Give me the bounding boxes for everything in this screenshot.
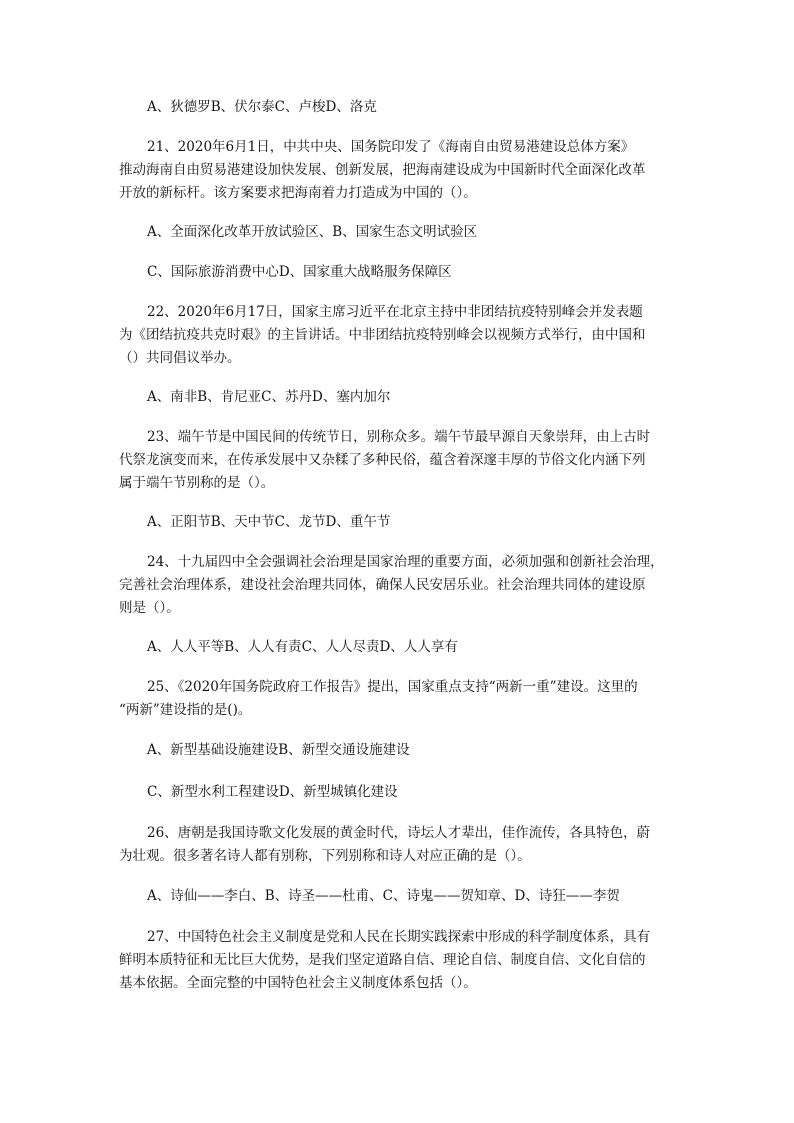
text-line: A、新型基础设施建设B、新型交通设施建设	[147, 742, 410, 758]
text-line: 25、《2020年国务院政府工作报告》提出，国家重点支持“两新一重”建设。这里的	[147, 679, 638, 695]
text-line: 则是（）。	[119, 600, 180, 616]
text-line: 开放的新标杆。该方案要求把海南着力打造成为中国的（）。	[119, 185, 477, 201]
question-24	[119, 551, 679, 620]
text-line: A、人人平等B、人人有责C、人人尽责D、人人享有	[147, 639, 458, 655]
text-line: 属于端午节别称的是（）。	[119, 475, 275, 491]
text-line: 27、中国特色社会主义制度是党和人民在长期实践探索中形成的科学制度体系，具有	[147, 929, 651, 945]
text-line: A、正阳节B、天中节C、龙节D、重午节	[147, 514, 391, 530]
text-line: 为《团结抗疫共克时艰》的主旨讲话。中非团结抗疫特别峰会以视频方式举行，由中国和	[119, 327, 646, 343]
question-21	[119, 136, 679, 205]
text-line: 24、十九届四中全会强调社会治理是国家治理的重要方面，必须加强和创新社会治理，	[147, 554, 664, 570]
text-line: 23、端午节是中国民间的传统节日，别称众多。端午节最早源自天象崇拜，由上古时	[147, 429, 651, 445]
answer-options-26	[119, 885, 679, 908]
text-line: 基本依据。全面完整的中国特色社会主义制度体系包括（）。	[119, 975, 477, 991]
answer-options-21b	[119, 261, 679, 284]
text-line: C、新型水利工程建设D、新型城镇化建设	[147, 784, 398, 800]
text-line: “两新”建设指的是()。	[119, 702, 252, 718]
text-line: C、国际旅游消费中心D、国家重大战略服务保障区	[147, 264, 452, 280]
question-22	[119, 301, 679, 370]
answer-options-25a	[119, 739, 679, 762]
text-line: A、诗仙——李白、B、诗圣——杜甫、C、诗鬼——贺知章、D、诗狂——李贺	[147, 888, 620, 904]
text-line: 为壮观。很多著名诗人都有别称，下列别称和诗人对应正确的是（）。	[119, 848, 531, 864]
text-line: A、狄德罗B、伏尔泰C、卢梭D、洛克	[147, 99, 377, 115]
text-line: 22、2020年6月17日，国家主席习近平在北京主持中非团结抗疫特别峰会并发表题	[147, 304, 643, 320]
text-line: 完善社会治理体系，建设社会治理共同体，确保人民安居乐业。社会治理共同体的建设原	[119, 577, 646, 593]
text-line: 26、唐朝是我国诗歌文化发展的黄金时代，诗坛人才辈出，佳作流传，各具特色，蔚	[147, 825, 651, 841]
answer-options-22	[119, 386, 679, 409]
answer-options-24	[119, 636, 679, 659]
answer-options-25b	[119, 781, 679, 804]
question-26	[119, 822, 679, 868]
question-27	[119, 926, 679, 995]
question-25	[119, 676, 679, 722]
text-line: 21、2020年6月1日，中共中央、国务院印发了《海南自由贸易港建设总体方案》	[147, 139, 635, 155]
answer-options-21a	[119, 221, 679, 244]
text-line: （）共同倡议举办。	[119, 350, 241, 366]
question-23	[119, 426, 679, 495]
text-line: 代祭龙演变而来，在传承发展中又杂糅了多种民俗，蕴含着深邃丰厚的节俗文化内涵下列	[119, 452, 646, 468]
text-line: 推动海南自由贸易港建设加快发展、创新发展，把海南建设成为中国新时代全面深化改革	[119, 162, 646, 178]
answer-options-20	[119, 96, 679, 119]
answer-options-23	[119, 511, 679, 534]
text-line: A、南非B、肯尼亚C、苏丹D、塞内加尔	[147, 389, 391, 405]
text-line: 鲜明本质特征和无比巨大优势，是我们坚定道路自信、理论自信、制度自信、文化自信的	[119, 952, 646, 968]
text-line: A、全面深化改革开放试验区、B、国家生态文明试验区	[147, 224, 478, 240]
